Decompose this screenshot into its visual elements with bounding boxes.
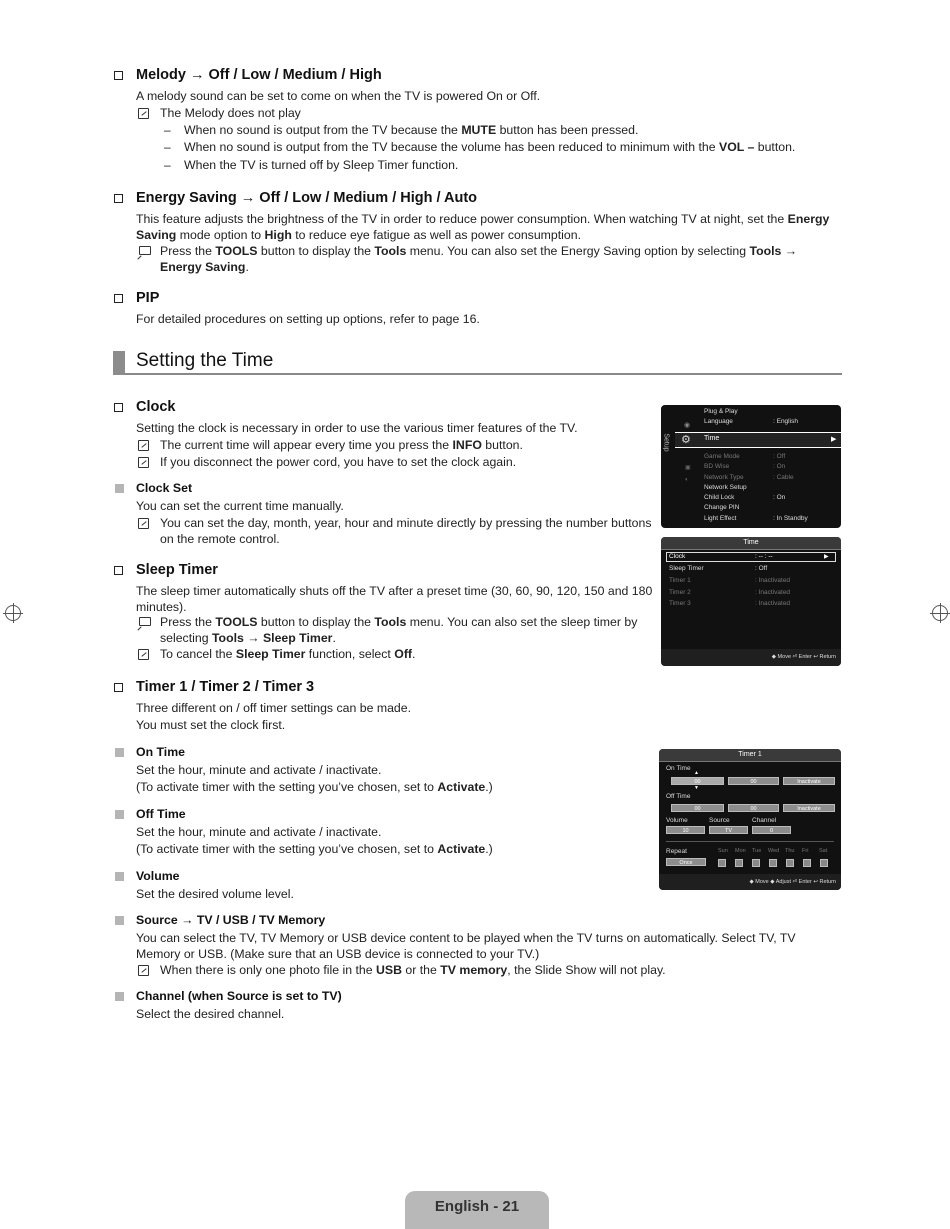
setup-row-label: BD Wise: [704, 463, 730, 470]
timer1-nav: ◆ Move ◆ Adjust ⏎ Enter ↩ Return: [749, 879, 836, 885]
volume-title: Volume: [136, 869, 180, 883]
source-label: Source: [709, 817, 730, 824]
melody-title: Melody → Off / Low / Medium / High: [136, 67, 382, 83]
time-menu-nav: ◆ Move ⏎ Enter ↩ Return: [771, 654, 836, 660]
setup-row-label: Light Effect: [704, 515, 737, 522]
clock-note-1: The current time will appear every time you press the INFO button.: [160, 438, 523, 452]
tools-icon: [139, 617, 151, 626]
menu-icon-1: ◉: [684, 422, 691, 429]
melody-note: The Melody does not play: [160, 106, 301, 120]
off-hour-field: 00: [671, 804, 724, 812]
melody-bullet-2: When no sound is output from the TV because the volume has been reduced to minimum with the VOL – button.: [184, 140, 796, 154]
on-time-title: On Time: [136, 745, 185, 759]
on-minute-field: 00: [728, 777, 779, 785]
time-row-value: : Inactivated: [755, 600, 791, 607]
time-menu-screenshot: [661, 537, 841, 666]
square-bullet: [115, 748, 124, 757]
source-title: Source → TV / USB / TV Memory: [136, 913, 326, 927]
timer1-divider: [666, 841, 834, 842]
source-field: TV: [709, 826, 748, 834]
day-label: Sun: [718, 848, 728, 854]
note-icon: [138, 108, 149, 119]
square-bullet: [115, 810, 124, 819]
day-label: Tue: [752, 848, 762, 854]
info-note-icon: [138, 440, 149, 451]
time-row-value: : Inactivated: [755, 589, 791, 596]
clock-set-note: You can set the day, month, year, hour and minute directly by pressing the number buttons on the remote control.: [160, 516, 652, 546]
energy-desc: This feature adjusts the brightness of the TV in order to reduce power consumption. When watching TV at night, set the Energy Saving mode option to High to reduce eye fatigue as well as power consumption.: [136, 212, 830, 242]
checkbox-icon: [114, 566, 123, 575]
dash-bullet: –: [164, 158, 171, 172]
pip-desc: For detailed procedures on setting up options, refer to page 16.: [136, 312, 480, 326]
setup-row-label: Child Lock: [704, 494, 735, 501]
repeat-label: Repeat: [666, 848, 687, 855]
timers-desc-2: You must set the clock first.: [136, 718, 286, 732]
arrow-right-icon: ▶: [824, 554, 829, 560]
source-note: When there is only one photo file in the USB or the TV memory, the Slide Show will not play.: [160, 963, 666, 977]
setup-row-value: : On: [773, 463, 786, 470]
off-state-field: Inactivate: [783, 804, 835, 812]
checkbox-icon: [114, 683, 123, 692]
setup-row-label: Change PIN: [704, 504, 740, 511]
clock-row-highlight: [666, 552, 836, 562]
volume-label: Volume: [666, 817, 688, 824]
sleep-tools: Press the TOOLS button to display the Tools menu. You can also set the sleep timer by selecting Tools → Sleep Timer.: [160, 615, 638, 645]
on-time-desc-1: Set the hour, minute and activate / inactivate.: [136, 763, 382, 777]
day-label: Sat: [819, 848, 828, 854]
day-checkbox: [718, 859, 726, 867]
checkbox-icon: [114, 403, 123, 412]
setup-row-label: Plug & Play: [704, 408, 738, 415]
melody-bullet-3: When the TV is turned off by Sleep Timer function.: [184, 158, 459, 172]
time-row-label: Clock: [669, 553, 686, 560]
setup-row-label: Network Type: [704, 474, 744, 481]
day-checkbox: [752, 859, 760, 867]
time-row-value: : -- : --: [755, 553, 773, 560]
checkbox-icon: [114, 194, 123, 203]
section-marker: [113, 351, 125, 375]
arrow-right-icon: ▶: [831, 436, 837, 443]
gear-icon: ⚙: [681, 434, 691, 446]
menu-icon-3: ◐: [685, 477, 689, 483]
off-minute-field: 00: [728, 804, 779, 812]
down-arrow-icon: ▼: [694, 785, 699, 791]
time-row-label: Sleep Timer: [669, 565, 704, 572]
volume-desc: Set the desired volume level.: [136, 887, 294, 901]
source-desc: You can select the TV, TV Memory or USB device content to be played when the TV turns on automatically. Select TV, TV Memory or USB. (Make sure that an USB device is connected to your TV.): [136, 931, 796, 961]
setup-row-value: : English: [773, 418, 798, 425]
note-icon: [138, 965, 149, 976]
channel-field: 0: [752, 826, 791, 834]
section-title: Setting the Time: [136, 350, 274, 371]
on-time-desc-2: (To activate timer with the setting you’ve chosen, set to Activate.): [136, 780, 493, 794]
time-row-value: : Off: [755, 565, 768, 572]
time-menu-title: Time: [743, 539, 759, 546]
time-highlight-inner: [675, 433, 841, 447]
timers-desc-1: Three different on / off timer settings can be made.: [136, 701, 412, 715]
note-icon: [138, 649, 149, 660]
setup-row-label: Network Setup: [704, 484, 747, 491]
day-checkbox: [735, 859, 743, 867]
timers-title: Timer 1 / Timer 2 / Timer 3: [136, 679, 315, 695]
setup-row-value: : On: [773, 494, 786, 501]
tools-icon: [139, 246, 151, 255]
time-row-label: Timer 2: [669, 589, 691, 596]
time-row-label: Timer 3: [669, 600, 691, 607]
clock-title: Clock: [136, 399, 176, 415]
time-row-value: : Inactivated: [755, 577, 791, 584]
off-time-title: Off Time: [136, 807, 186, 821]
setup-row-label: Time: [704, 435, 720, 442]
setup-row-label: Game Mode: [704, 453, 740, 460]
timer1-screenshot: [659, 749, 841, 890]
day-checkbox: [769, 859, 777, 867]
volume-field: 10: [666, 826, 705, 834]
sleep-desc: The sleep timer automatically shuts off the TV after a preset time (30, 60, 90, 120, 150 and 180 minutes).: [136, 584, 653, 614]
sleep-title: Sleep Timer: [136, 562, 218, 578]
melody-desc: A melody sound can be set to come on when the TV is powered On or Off.: [136, 89, 541, 103]
pip-title: PIP: [136, 290, 160, 306]
repeat-field: Once: [666, 858, 706, 866]
dash-bullet: –: [164, 140, 171, 154]
setup-menu-screenshot: [661, 405, 841, 528]
on-state-field: Inactivate: [783, 777, 835, 785]
time-row-label: Timer 1: [669, 577, 691, 584]
clock-note-2: If you disconnect the power cord, you have to set the clock again.: [160, 455, 517, 469]
square-bullet: [115, 484, 124, 493]
day-label: Wed: [768, 848, 780, 854]
registration-mark-left: [5, 605, 21, 621]
channel-desc: Select the desired channel.: [136, 1007, 285, 1021]
clock-set-title: Clock Set: [136, 481, 193, 495]
setup-side-label: Setup: [662, 433, 670, 452]
day-label: Thu: [785, 848, 795, 854]
energy-tools: Press the TOOLS button to display the Tools menu. You can also set the Energy Saving option by selecting Tools → Energy Saving.: [160, 244, 798, 274]
channel-title: Channel (when Source is set to TV): [136, 989, 342, 1003]
dash-bullet: –: [164, 123, 171, 137]
square-bullet: [115, 872, 124, 881]
checkbox-icon: [114, 71, 123, 80]
day-checkbox: [803, 859, 811, 867]
up-arrow-icon: ▲: [694, 770, 699, 776]
page-number: English - 21: [434, 1198, 520, 1215]
note-icon: [138, 457, 149, 468]
setup-row-value: : In Standby: [773, 515, 808, 522]
setup-row-value: : Cable: [773, 474, 794, 481]
off-time-desc-1: Set the hour, minute and activate / inactivate.: [136, 825, 382, 839]
sleep-note: To cancel the Sleep Timer function, select Off.: [160, 647, 416, 661]
setup-row-value: : Off: [773, 453, 786, 460]
on-time-label: On Time: [666, 765, 691, 772]
channel-label: Channel: [752, 817, 777, 824]
day-label: Fri: [802, 848, 809, 854]
melody-bullet-1: When no sound is output from the TV because the MUTE button has been pressed.: [184, 123, 639, 137]
off-time-desc-2: (To activate timer with the setting you’ve chosen, set to Activate.): [136, 842, 493, 856]
clock-set-desc: You can set the current time manually.: [136, 499, 344, 513]
square-bullet: [115, 916, 124, 925]
section-rule: [125, 373, 842, 375]
square-bullet: [115, 992, 124, 1001]
note-icon: [138, 518, 149, 529]
day-checkbox: [786, 859, 794, 867]
day-label: Mon: [735, 848, 746, 854]
registration-mark-right: [932, 605, 948, 621]
timer1-title: Timer 1: [738, 751, 762, 758]
clock-desc: Setting the clock is necessary in order to use the various timer features of the TV.: [136, 421, 578, 435]
checkbox-icon: [114, 294, 123, 303]
off-time-label: Off Time: [666, 793, 691, 800]
setup-row-label: Language: [704, 418, 733, 425]
on-hour-field: 00: [671, 777, 724, 785]
day-checkbox: [820, 859, 828, 867]
menu-icon-2: ▣: [685, 465, 691, 471]
energy-title: Energy Saving → Off / Low / Medium / High / Auto: [136, 190, 478, 206]
